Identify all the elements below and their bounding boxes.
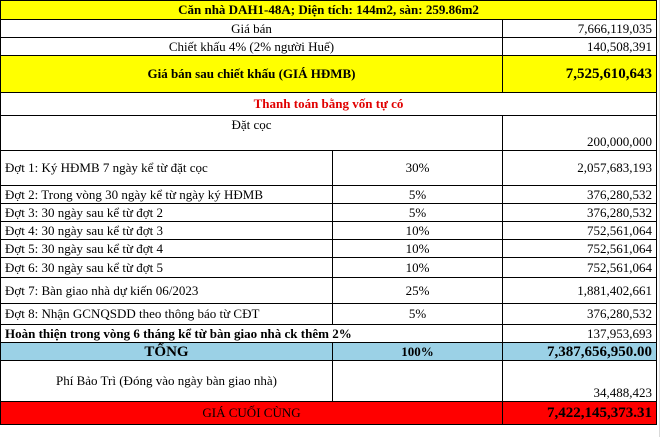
tong-label[interactable]: TỔNG — [1, 343, 333, 361]
installment-pct[interactable]: 5% — [333, 204, 503, 222]
phi-bao-tri-label[interactable]: Phí Bảo Trì (Đóng vào ngày bàn giao nhà) — [1, 361, 333, 402]
gia-ban-value[interactable]: 7,666,119,035 — [503, 20, 657, 38]
installment-row-4[interactable] — [1, 222, 657, 240]
grid-line — [659, 0, 660, 437]
installment-label[interactable]: Đợt 4: 30 ngày sau kể từ đợt 3 — [1, 222, 333, 240]
phi-bao-tri-blank[interactable] — [333, 361, 503, 402]
installment-row-3[interactable] — [1, 204, 657, 222]
gia-cuoi-label[interactable]: GIÁ CUỐI CÙNG — [1, 402, 503, 425]
gia-cuoi-row[interactable] — [1, 402, 657, 425]
tong-pct[interactable]: 100% — [333, 343, 503, 361]
installment-row-1[interactable] — [1, 151, 657, 186]
installment-pct[interactable]: 5% — [333, 304, 503, 325]
tong-row[interactable] — [1, 343, 657, 361]
installment-value[interactable]: 752,561,064 — [503, 222, 657, 240]
installment-label[interactable]: Đợt 6: 30 ngày sau kể từ đợt 5 — [1, 258, 333, 278]
installment-row-5[interactable] — [1, 240, 657, 258]
installment-pct[interactable]: 10% — [333, 222, 503, 240]
hoan-thien-row[interactable] — [1, 325, 657, 343]
installment-value[interactable]: 376,280,532 — [503, 204, 657, 222]
installment-pct[interactable]: 30% — [333, 151, 503, 186]
installment-label[interactable]: Đợt 8: Nhận GCNQSDD theo thông báo từ CĐT — [1, 304, 333, 325]
installment-value[interactable]: 1,881,402,661 — [503, 278, 657, 304]
dat-coc-row-bottom[interactable] — [1, 133, 657, 151]
tong-value[interactable]: 7,387,656,950.00 — [503, 343, 657, 361]
installment-pct[interactable]: 5% — [333, 186, 503, 204]
installment-row-6[interactable] — [1, 258, 657, 278]
dat-coc-value-top[interactable] — [503, 116, 657, 134]
title-cell[interactable]: Căn nhà DAH1-48A; Diện tích: 144m2, sàn: 259.86m2 — [1, 1, 657, 20]
section-title-row[interactable] — [1, 93, 657, 116]
phi-bao-tri-value[interactable]: 34,488,423 — [503, 361, 657, 402]
gia-sau-ck-label[interactable]: Giá bán sau chiết khấu (GIÁ HĐMB) — [1, 56, 503, 93]
chiet-khau-value[interactable]: 140,508,391 — [503, 38, 657, 56]
phi-bao-tri-row[interactable] — [1, 361, 657, 402]
installment-pct[interactable]: 10% — [333, 258, 503, 278]
installment-label[interactable]: Đợt 3: 30 ngày sau kể từ đợt 2 — [1, 204, 333, 222]
dat-coc-value[interactable]: 200,000,000 — [503, 133, 657, 151]
installment-row-7[interactable] — [1, 278, 657, 304]
installment-value[interactable]: 752,561,064 — [503, 240, 657, 258]
installment-row-2[interactable] — [1, 186, 657, 204]
gia-cuoi-value[interactable]: 7,422,145,373.31 — [503, 402, 657, 425]
dat-coc-label-blank[interactable] — [1, 133, 503, 151]
installment-label[interactable]: Đợt 5: 30 ngày sau kể từ đợt 4 — [1, 240, 333, 258]
gia-sau-ck-value[interactable]: 7,525,610,643 — [503, 56, 657, 93]
gia-ban-label[interactable]: Giá bán — [1, 20, 503, 38]
dat-coc-row-top[interactable] — [1, 116, 657, 134]
gia-sau-ck-row[interactable] — [1, 56, 657, 93]
installment-label[interactable]: Đợt 1: Ký HĐMB 7 ngày kể từ đặt cọc — [1, 151, 333, 186]
installment-pct[interactable]: 25% — [333, 278, 503, 304]
installment-value[interactable]: 376,280,532 — [503, 304, 657, 325]
hoan-thien-label[interactable]: Hoàn thiện trong vòng 6 tháng kể từ bàn giao nhà ck thêm 2% — [1, 325, 503, 343]
installment-value[interactable]: 2,057,683,193 — [503, 151, 657, 186]
installment-value[interactable]: 752,561,064 — [503, 258, 657, 278]
installment-label[interactable]: Đợt 2: Trong vòng 30 ngày kể từ ngày ký HĐMB — [1, 186, 333, 204]
section-title[interactable]: Thanh toán bằng vốn tự có — [1, 93, 657, 116]
chiet-khau-row[interactable] — [1, 38, 657, 56]
chiet-khau-label[interactable]: Chiết khấu 4% (2% người Huế) — [1, 38, 503, 56]
installment-value[interactable]: 376,280,532 — [503, 186, 657, 204]
installment-label[interactable]: Đợt 7: Bàn giao nhà dự kiến 06/2023 — [1, 278, 333, 304]
hoan-thien-value[interactable]: 137,953,693 — [503, 325, 657, 343]
installment-row-8[interactable] — [1, 304, 657, 325]
installment-pct[interactable]: 10% — [333, 240, 503, 258]
gia-ban-row[interactable] — [1, 20, 657, 38]
title-row[interactable] — [1, 1, 657, 20]
dat-coc-label[interactable]: Đặt cọc — [1, 116, 503, 134]
